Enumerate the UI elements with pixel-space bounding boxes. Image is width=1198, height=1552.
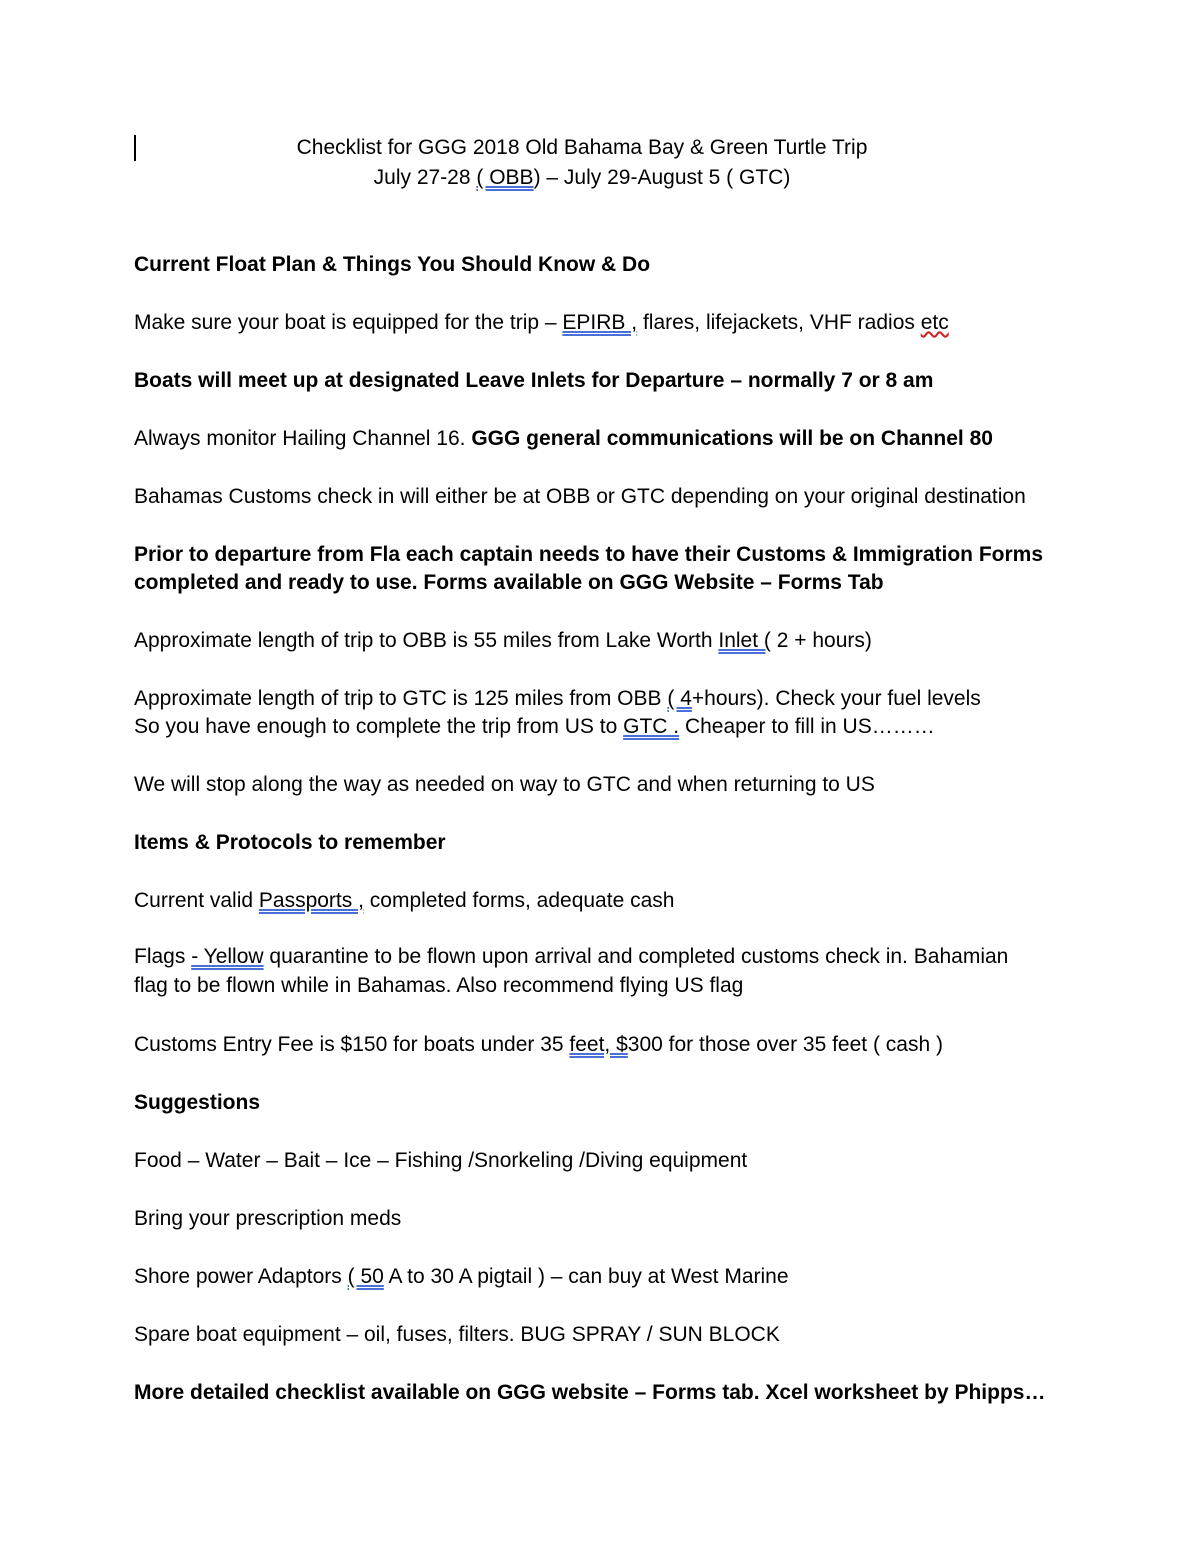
gtc-length-d: So you have enough to complete the trip from US to xyxy=(134,715,624,738)
gtc-length-a: Approximate length of trip to GTC is 125 miles from OBB xyxy=(134,687,668,710)
food-text: Food – Water – Bait – Ice – Fishing /Snorkeling /Diving equipment xyxy=(134,1149,748,1172)
flags-a: Flags xyxy=(134,945,192,968)
heading-suggestions xyxy=(134,1088,1094,1117)
para-meet-up xyxy=(134,366,1094,395)
meds-text: Bring your prescription meds xyxy=(134,1207,402,1230)
para-prior-departure-2 xyxy=(134,568,1094,597)
gtc-length-c: +hours). Check your fuel levels xyxy=(691,687,981,710)
monitor-text-a: Always monitor Hailing Channel 16. xyxy=(134,427,472,450)
para-food xyxy=(134,1146,1094,1175)
document-subtitle xyxy=(134,163,1030,193)
obb-length-a: Approximate length of trip to OBB is 55 miles from Lake Worth xyxy=(134,629,719,652)
flags-yellow: - Yellow xyxy=(191,945,264,968)
passports-b: Passports , xyxy=(258,889,364,912)
para-obb-length xyxy=(134,626,1094,655)
equip-text-c: flares, lifejackets, VHF radios xyxy=(637,311,921,334)
para-meds xyxy=(134,1204,1094,1233)
subtitle-gtc: ) – July 29-August 5 ( GTC) xyxy=(533,166,791,189)
heading-suggestions-text: Suggestions xyxy=(134,1091,261,1114)
para-gtc-length-1 xyxy=(134,684,1094,713)
flags-d: flag to be flown while in Bahamas. Also recommend flying US flag xyxy=(134,974,744,997)
shore-power-a: Shore power Adaptors xyxy=(134,1265,348,1288)
equip-etc: etc xyxy=(920,311,949,334)
gtc-length-f: Cheaper to fill in US……… xyxy=(679,715,935,738)
para-passports xyxy=(134,886,1094,915)
obb-length-inlet: Inlet ( xyxy=(718,629,771,652)
obb-length-c: 2 + hours) xyxy=(770,629,872,652)
gtc-length-b: ( 4 xyxy=(667,687,692,710)
para-flags-2 xyxy=(134,971,1094,1000)
document-title xyxy=(134,133,1030,163)
entry-fee-a: Customs Entry Fee is $150 for boats under 35 xyxy=(134,1033,570,1056)
para-flags-1 xyxy=(134,942,1094,971)
subtitle-dates: July 27-28 xyxy=(373,166,477,189)
shore-power-b: ( 50 xyxy=(347,1265,384,1288)
heading-items-text: Items & Protocols to remember xyxy=(134,831,446,854)
equip-epirb: EPIRB , xyxy=(562,311,638,334)
para-gtc-length-2 xyxy=(134,712,1094,741)
passports-a: Current valid xyxy=(134,889,259,912)
para-detailed xyxy=(134,1378,1094,1407)
subtitle-obb: ( OBB xyxy=(476,166,534,189)
equip-text-a: Make sure your boat is equipped for the trip – xyxy=(134,311,563,334)
para-equipment xyxy=(134,308,1094,337)
entry-fee-c: 300 for those over 35 feet ( cash ) xyxy=(627,1033,943,1056)
spare-text: Spare boat equipment – oil, fuses, filters. BUG SPRAY / SUN BLOCK xyxy=(134,1323,780,1346)
para-spare xyxy=(134,1320,1094,1349)
para-prior-departure-1 xyxy=(134,540,1094,569)
shore-power-c: A to 30 A pigtail ) – can buy at West Marine xyxy=(383,1265,789,1288)
meet-up-text: Boats will meet up at designated Leave Inlets for Departure – normally 7 or 8 am xyxy=(134,369,934,392)
para-monitor xyxy=(134,424,1094,453)
title-line-1: Checklist for GGG 2018 Old Bahama Bay & Green Turtle Trip xyxy=(296,136,868,159)
detailed-text: More detailed checklist available on GGG website – Forms tab. Xcel worksheet by Phipps… xyxy=(134,1381,1046,1404)
para-entry-fee xyxy=(134,1030,1094,1059)
gtc-length-gtc: GTC . xyxy=(623,715,680,738)
prior-departure-line2: completed and ready to use. Forms available on GGG Website – Forms Tab xyxy=(134,571,884,594)
customs-checkin-text: Bahamas Customs check in will either be at OBB or GTC depending on your original destination xyxy=(134,485,1026,508)
heading-items xyxy=(134,828,1094,857)
entry-fee-b: feet, $ xyxy=(569,1033,628,1056)
passports-c: completed forms, adequate cash xyxy=(363,889,675,912)
prior-departure-line1: Prior to departure from Fla each captain needs to have their Customs & Immigration Forms xyxy=(134,543,1044,566)
monitor-text-b: GGG general communications will be on Channel 80 xyxy=(471,427,993,450)
flags-c: quarantine to be flown upon arrival and completed customs check in. Bahamian xyxy=(263,945,1009,968)
heading-float-plan-text: Current Float Plan & Things You Should Know & Do xyxy=(134,253,651,276)
para-stop-along xyxy=(134,770,1094,799)
heading-float-plan xyxy=(134,250,1094,279)
para-shore-power xyxy=(134,1262,1094,1291)
para-customs-checkin xyxy=(134,482,1094,511)
stop-along-text: We will stop along the way as needed on way to GTC and when returning to US xyxy=(134,773,875,796)
